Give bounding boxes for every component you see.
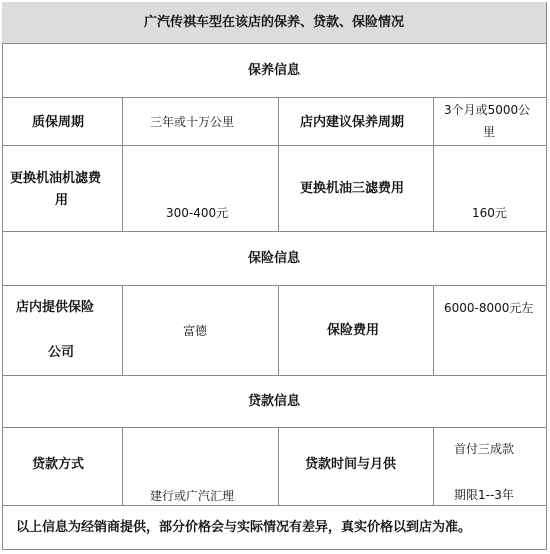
- three-filter-value: 160元: [472, 206, 507, 220]
- suggest-label: 店内建议保养周期: [300, 115, 405, 130]
- insurance-provider-label-line2: 公司: [48, 345, 75, 360]
- suggest-value-line2: 里: [483, 125, 496, 139]
- insurance-fee-label: 保险费用: [327, 323, 380, 338]
- insurance-provider-label-cell: [2, 286, 123, 376]
- suggest-value-line1: 3个月或5000公: [444, 103, 531, 117]
- loan-time-label-cell: [279, 428, 434, 506]
- table-title: [2, 2, 547, 44]
- warranty-value-cell: [123, 98, 279, 146]
- loan-time-value-cell: [434, 428, 547, 506]
- loan-method-label: 贷款方式: [32, 457, 85, 472]
- oil-filter-value-cell: [123, 146, 279, 232]
- suggest-label-cell: [279, 98, 434, 146]
- insurance-section-header: [2, 232, 547, 286]
- insurance-fee-value: 6000-8000元左: [444, 301, 534, 315]
- loan-method-label-cell: [2, 428, 123, 506]
- footer-note-cell: [2, 506, 547, 550]
- loan-time-value-line1: 首付三成款: [454, 442, 515, 456]
- insurance-header-text: 保险信息: [247, 250, 300, 266]
- loan-method-value: 建行或广汽汇理: [150, 489, 235, 503]
- loan-time-value-line2: 期限1--3年: [454, 488, 514, 502]
- maintenance-section-header: [2, 44, 547, 98]
- suggest-value-cell: [434, 98, 547, 146]
- warranty-label-cell: [2, 98, 123, 146]
- oil-filter-label-line1: 更换机油机滤费: [10, 171, 102, 186]
- warranty-value: 三年或十万公里: [150, 115, 235, 129]
- three-filter-label-cell: [279, 146, 434, 232]
- insurance-fee-value-cell: [434, 286, 547, 376]
- loan-header-text: 贷款信息: [247, 393, 300, 409]
- footer-note: 以上信息为经销商提供，部分价格会与实际情况有差异，真实价格以到店为准。: [16, 520, 472, 535]
- insurance-fee-label-cell: [279, 286, 434, 376]
- maintenance-header-text: 保养信息: [247, 62, 300, 78]
- loan-method-value-cell: [123, 428, 279, 506]
- warranty-label: 质保周期: [32, 115, 85, 130]
- three-filter-value-cell: [434, 146, 547, 232]
- insurance-provider-value: 富德: [183, 324, 208, 338]
- three-filter-label: 更换机油三滤费用: [300, 181, 405, 196]
- oil-filter-label-cell: [2, 146, 123, 232]
- insurance-provider-value-cell: [123, 286, 279, 376]
- loan-time-label: 贷款时间与月供: [305, 457, 397, 472]
- insurance-provider-label-line1: 店内提供保险: [16, 300, 95, 315]
- oil-filter-label-line2: 用: [55, 193, 69, 208]
- oil-filter-value: 300-400元: [166, 206, 229, 220]
- table-title-text: 广汽传祺车型在该店的保养、贷款、保险情况: [143, 14, 404, 30]
- loan-section-header: [2, 376, 547, 428]
